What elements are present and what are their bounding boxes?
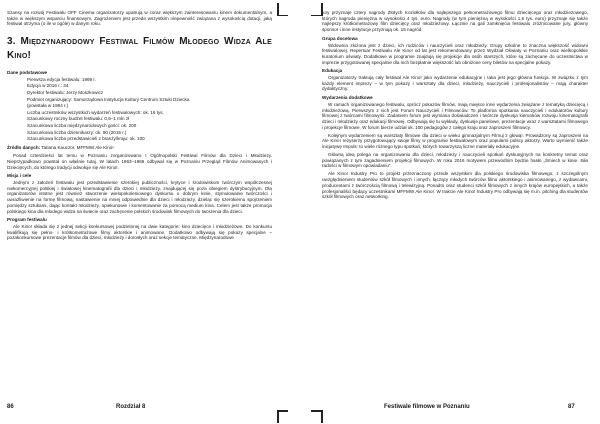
fact-item: Dyrektor festiwalu: Jerzy Moszkowicz — [27, 90, 104, 95]
right-column — [322, 10, 588, 202]
left-column — [7, 10, 272, 243]
data-source-label: Źródło danych: — [7, 145, 41, 151]
fact-item: Szacunkowa liczba przedstawicieli z branży/kraju: ok. 100 — [27, 136, 145, 142]
fact-item: Szacunkowa liczba międzynarodowych gości: ok. 200 — [27, 122, 137, 128]
crop-mark — [321, 410, 323, 423]
fact-item: Edycja w 2016 r.: 34. — [27, 83, 70, 89]
right-page — [300, 0, 600, 424]
extra-events-paragraph: W ramach organizowanego festiwalu, oprócz pokazów filmów, mają miejsce inne wydarzenia związane z tematyką dziecięcą i młodzieżową. Pierwszym z nich jest Forum Nauczycieli i Filmowców. To platforma spotkania nauczycieli i edukatorów kultury filmowej z twórcami filmowymi. Zadaniem forum jest wymiana doświadczeń i twórcze dyskusja kierunków rozwoju kinematografii dzieci i młodzieży oraz edukacji filmowej. Odbywają się tu wykłady, dyskusje panelowe, prezentacje wraz z warsztatami filmowego i projekcje filmowe. W forum bierze udział ok. 100 pedagogów z całego kraju oraz zaproszeni filmowcy. — [322, 101, 588, 130]
left-page-number: 86 — [7, 404, 14, 410]
extra-events-heading: Wydarzenia dodatkowe — [322, 95, 373, 101]
crop-mark — [311, 410, 322, 412]
fact-item: Pierwsza edycja festiwalu: 1969 r. — [27, 76, 96, 82]
education-paragraph: Organizatorzy traktują cały festiwal Ale Kino! jako wydarzenie edukacyjne i taka jest jego główna funkcja. W związku z tym każdy element imprezy – w tym pokazy i warsztaty dla dzieci, młodzieży, nauczycieli i profesjonalistów – mają charakter dydaktyczny. — [322, 75, 588, 92]
fact-item: Podmiot organizujący: Samorządowa Instytucja Kultury Centrum Sztuki Dziecka — [27, 96, 190, 102]
data-source — [7, 145, 272, 151]
history-paragraph: Ponad czterdzieści lat temu w Poznaniu zorganizowano I Ogólnopolski Festiwal Filmów dla Dzieci i Młodzieży. Nieprzypadkowo powstał on właśnie tutaj. W latach 1963–1966 odbywał się w Poznaniu Przegląd Filmów Animowanych i Dziecięcych, do którego tradycji odwołuje się Ale Kino!. — [7, 153, 272, 170]
crop-mark — [277, 410, 288, 412]
extra-events-paragraph: Kolejnym wydarzeniem są warsztaty filmowe dla dzieci w wieku gimnazjalnym Filmuj z głową!. Prowadzony są zaproszeni na Ale Kino! reżyserzy przygotowujący swoje filmy w programie festiwalowym oraz popularni polscy aktorzy. Warto wymienić także inicjatywę Impuls: to wiele różnego typu spotkań, których towarzyszą liczne materiały edukacyjne. — [322, 132, 588, 150]
fact-item: Liczba uczestników wszystkich wydarzeń festiwalowych: ok. 16 tys. — [27, 109, 164, 115]
crop-mark — [277, 15, 288, 17]
fact-item: (powstała w 1984 r.) — [27, 103, 69, 109]
basics-heading: Dane podstawowe — [7, 70, 48, 76]
right-page-number: 87 — [568, 404, 575, 410]
right-running-title: Festiwale filmowe w Poznaniu — [384, 404, 470, 410]
chapter-title: 3. Międzynarodowy Festiwal Filmów Młodego Widza Ale Kino! — [7, 36, 272, 62]
extra-events-paragraph: Ale Kino! Industry Pro to projekt przeznaczony przede wszystkim dla polskiego środowiska filmowego, z szczególnym uwzględnieniem studentów szkół filmowych i innych, łączący młodych twórców filmu aktorskiego i animowanego, z wydawcami, producentami z twórczością filmową i telewizyjną. Ponadto oraz studenci szkół filmowych z innych krajów europejskich, a także profesjonaliści będący uczestnikami MFFMW Ale Kino!. W trakcie Ale Kino! Industry Pro odbywają się m.in. pitching dla studentów szkół filmowych oraz networking. — [322, 171, 588, 200]
data-source-text: Tatiana Kauczor, MFFMW Ale Kino! — [40, 145, 114, 151]
fact-item: Szacunkowa liczba dziennikarzy: ok. 90 (2015 r.) — [27, 129, 127, 135]
groups-paragraph: Widownia złożona jest z dzieci, ich rodziców i nauczycieli oraz młodzieży. Grupy szkolne to znaczna większość widowni festiwalowej. Repertuar Festiwalu Ale Kino! od lat jest rekomendowany przez Wydział Oświaty w Poznaniu oraz wielkopolskie kuratorium oświaty. Dodatkowe w programie znajdują się projekcje dla osób starszych, które są zachęcane do uczestnictwa w imprezie przygotowanej specjalnie dla nich bezpłatnie większość lub obniżone ceny biletów na specjalne pokazy. — [322, 42, 588, 65]
mission-paragraph: Jednym z założeń festiwalu jest przedstawienie szerokiej publiczności, krytyce i środowiskom twórczym współczesnej niekomercyjnej polskiej i światowej kinematografii dla dzieci i młodzieży, znajdującej się poza obiegiem dystrybucyjnym. Dla organizatorów istotne jest również stworzenie wielopokoleniowego dyskursu o dobrym kinie, stymulowanie twórczości i uwrażliwienie na formę filmową; nastawienie na mniej odpowiednie dla dzieci i młodzieży, dzieląc się szerokiemu spojrzeniem pomiędzy sztukami, dając kontakt młodzieży, opiekunowie i komentowanie za pomocą medium kina. Celem jest także promocja polskiego kina dla młodego widza na świecie oraz zachęcenie polskich środowisk filmowych do tworzenia dla dzieci. — [7, 180, 272, 214]
program-paragraph: Ale Kino! składa się z jednej sekcji konkursowej podzielonej na dwie kategorie: kino dziecięce i młodzieżowe. Do konkursu kwalifikują się pełno- i krótkometrażowe filmy aktorskie i animowane. Dodatkowo odbywają się pokazy specjalne – pozakonkursowe prezentacje filmów dla dzieci, młodzieży i dorosłych oraz sekcje tematyczne. Międzynarodowe — [7, 223, 272, 241]
left-running-title: Rozdział 8 — [116, 404, 146, 410]
crop-mark — [311, 15, 322, 17]
program-heading: Program festiwalu — [7, 217, 47, 223]
jury-paragraph: jury przyznaje cztery nagrody Złotych Koziołków dla najlepszego pełnometrażowego filmu dziecięcego oraz młodzieżowego, których nagroda pieniężna w wysokości 4 tys. euro. Nagrody (w tym pieniężną w wysokości 1,5 tys. euro) przyznaje się także najlepszy krótkometrażowy film dziecięcy oraz młodzieżowy. Łącznie na gali zamknięcia festiwalu zróżnicowane jury, główny sponsor i inne instytucje przyznają ok. 15 nagród. — [322, 10, 588, 33]
extra-events-paragraph: Główną ideą polega na organizowaniu dla dzieci, młodzieży i nauczycieli spotkań dyskusyjnych na konkretny temat oraz powiązanych z tym zagadnieniem projekcji filmowych. W roku 2016 motywem przewodnim będzie hasło „Śmiech w kinie. Siła radości w filmowym opowiadaniu”. — [322, 152, 588, 169]
intro-paragraph: Szansy na rozwój Festiwalu OFF Cinema organizatorzy upatrują w coraz większym zainteresowaniu kinem dokumentalnym, a także w większym wsparciu finansowym. Zagrożeniem jest przede wszystkim niepewność związana z wysokością dotacji, jaką festiwal otrzyma (o ile w ogóle) w danym roku. — [7, 10, 272, 27]
crop-mark — [277, 410, 279, 423]
fact-item: Szacunkowy roczny budżet festiwalu: 0,5–1 mln zł — [27, 116, 130, 122]
facts-list — [7, 77, 272, 143]
education-heading: Edukacja — [322, 68, 343, 74]
mission-heading: Misja i cele — [7, 173, 32, 179]
groups-heading: Grupa docelowa — [322, 35, 358, 41]
